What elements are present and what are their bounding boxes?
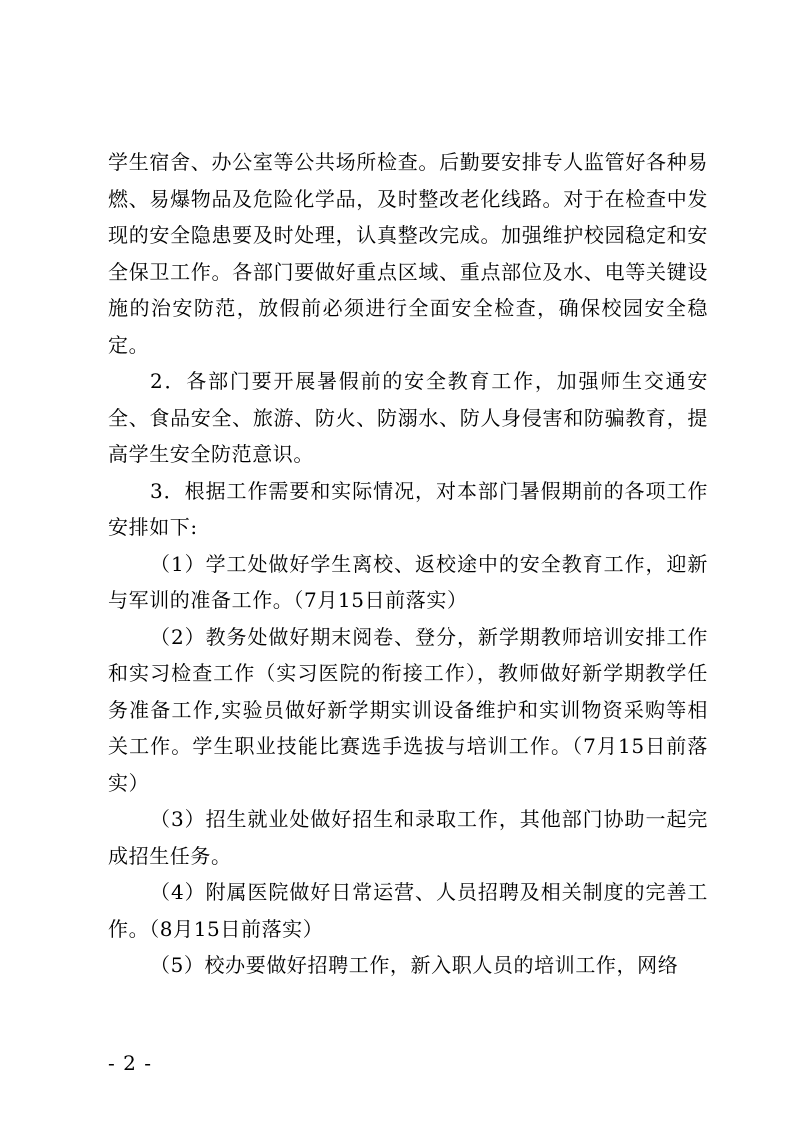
paragraph-continuation: 学生宿舍、办公室等公共场所检查。后勤要安排专人监管好各种易燃、易爆物品及危险化学品，及时整改老化线路。对于在检查中发现的安全隐患要及时处理，认真整改完成。加强维护校园稳定和安全保卫工作。各部门要做好重点区域、重点部位及水、电等关键设施的治安防范，放假前必须进行全面安全检查，确保校园安全稳定。 — [108, 150, 708, 357]
document-body — [108, 144, 708, 984]
paragraph-subitem-4: （4）附属医院做好日常运营、人员招聘及相关制度的完善工作。（8月15日前落实） — [108, 880, 708, 941]
paragraph-item-3: 3．根据工作需要和实际情况，对本部门暑假期前的各项工作安排如下: — [108, 478, 708, 539]
page-number: - 2 - — [108, 1051, 152, 1075]
paragraph-subitem-2: （2）教务处做好期末阅卷、登分，新学期教师培训安排工作和实习检查工作（实习医院的衔接工作），教师做好新学期教学任务准备工作,实验员做好新学期实训设备维护和实训物资采购等相关工作。学生职业技能比赛选手选拔与培训工作。（7月15日前落实） — [108, 624, 708, 795]
paragraph-subitem-5: （5）校办要做好招聘工作，新入职人员的培训工作，网络 — [150, 953, 679, 977]
paragraph-subitem-3: （3）招生就业处做好招生和录取工作，其他部门协助一起完成招生任务。 — [108, 807, 708, 868]
paragraph-item-2: 2．各部门要开展暑假前的安全教育工作，加强师生交通安全、食品安全、旅游、防火、防溺水、防人身侵害和防骗教育，提高学生安全防范意识。 — [108, 369, 708, 466]
paragraph-subitem-1: （1）学工处做好学生离校、返校途中的安全教育工作，迎新与军训的准备工作。（7月15日前落实） — [108, 551, 708, 612]
